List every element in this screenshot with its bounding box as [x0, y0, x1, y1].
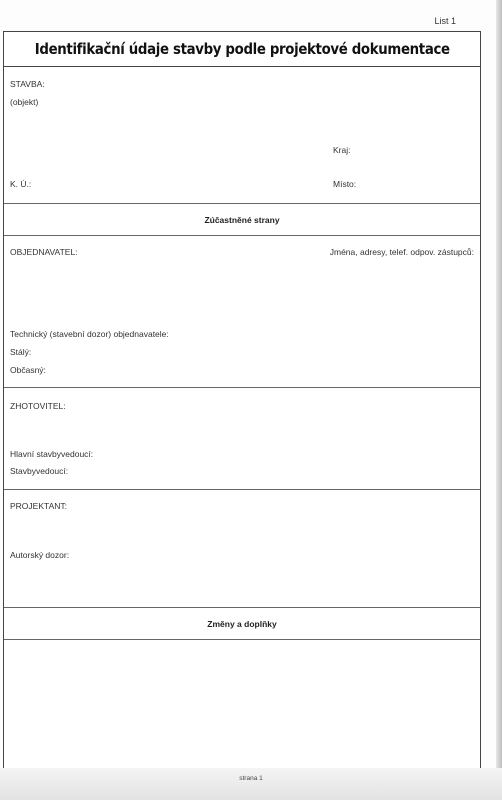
objekt-label: (objekt) [10, 97, 39, 107]
parties-header-bar [4, 204, 480, 236]
contacts-label: Jména, adresy, telef. odpov. zástupců: [329, 247, 474, 257]
parties-header: Zúčastněné strany [204, 214, 280, 225]
changes-area [4, 640, 480, 770]
stavba-label: STAVBA: [10, 79, 45, 89]
identification-form [3, 31, 481, 772]
changes-header: Změny a doplňky [207, 618, 277, 629]
sheet-label: List 1 [434, 16, 456, 26]
changes-header-bar [4, 608, 480, 640]
ku-label: K. Ú.: [10, 179, 32, 189]
projektant-section [4, 490, 480, 608]
page-edge-shadow-right [496, 0, 502, 800]
stavbyvedouci-label: Stavbyvedoucí: [10, 466, 69, 476]
tech-dozor-label: Technický (stavební dozor) objednavatele: [10, 329, 169, 339]
page-number: strana 1 [239, 775, 263, 782]
form-title-row [4, 32, 480, 67]
obcasny-label: Občasný: [10, 365, 46, 375]
objednavatel-label: OBJEDNAVATEL: [10, 247, 78, 257]
form-title: Identifikační údaje stavby podle projektové dokumentace [34, 40, 450, 58]
zhotovitel-section [4, 388, 480, 490]
kraj-label: Kraj: [333, 145, 351, 155]
objednavatel-section [4, 236, 480, 388]
stavba-section [4, 67, 480, 204]
staly-label: Stálý: [10, 347, 32, 357]
projektant-label: PROJEKTANT: [10, 501, 67, 511]
page-edge-shadow-bottom [0, 768, 502, 800]
misto-label: Místo: [333, 179, 357, 189]
hlavni-stavbyvedouci-label: Hlavní stavbyvedoucí: [10, 449, 94, 459]
zhotovitel-label: ZHOTOVITEL: [10, 401, 66, 411]
autorsky-dozor-label: Autorský dozor: [10, 550, 70, 560]
